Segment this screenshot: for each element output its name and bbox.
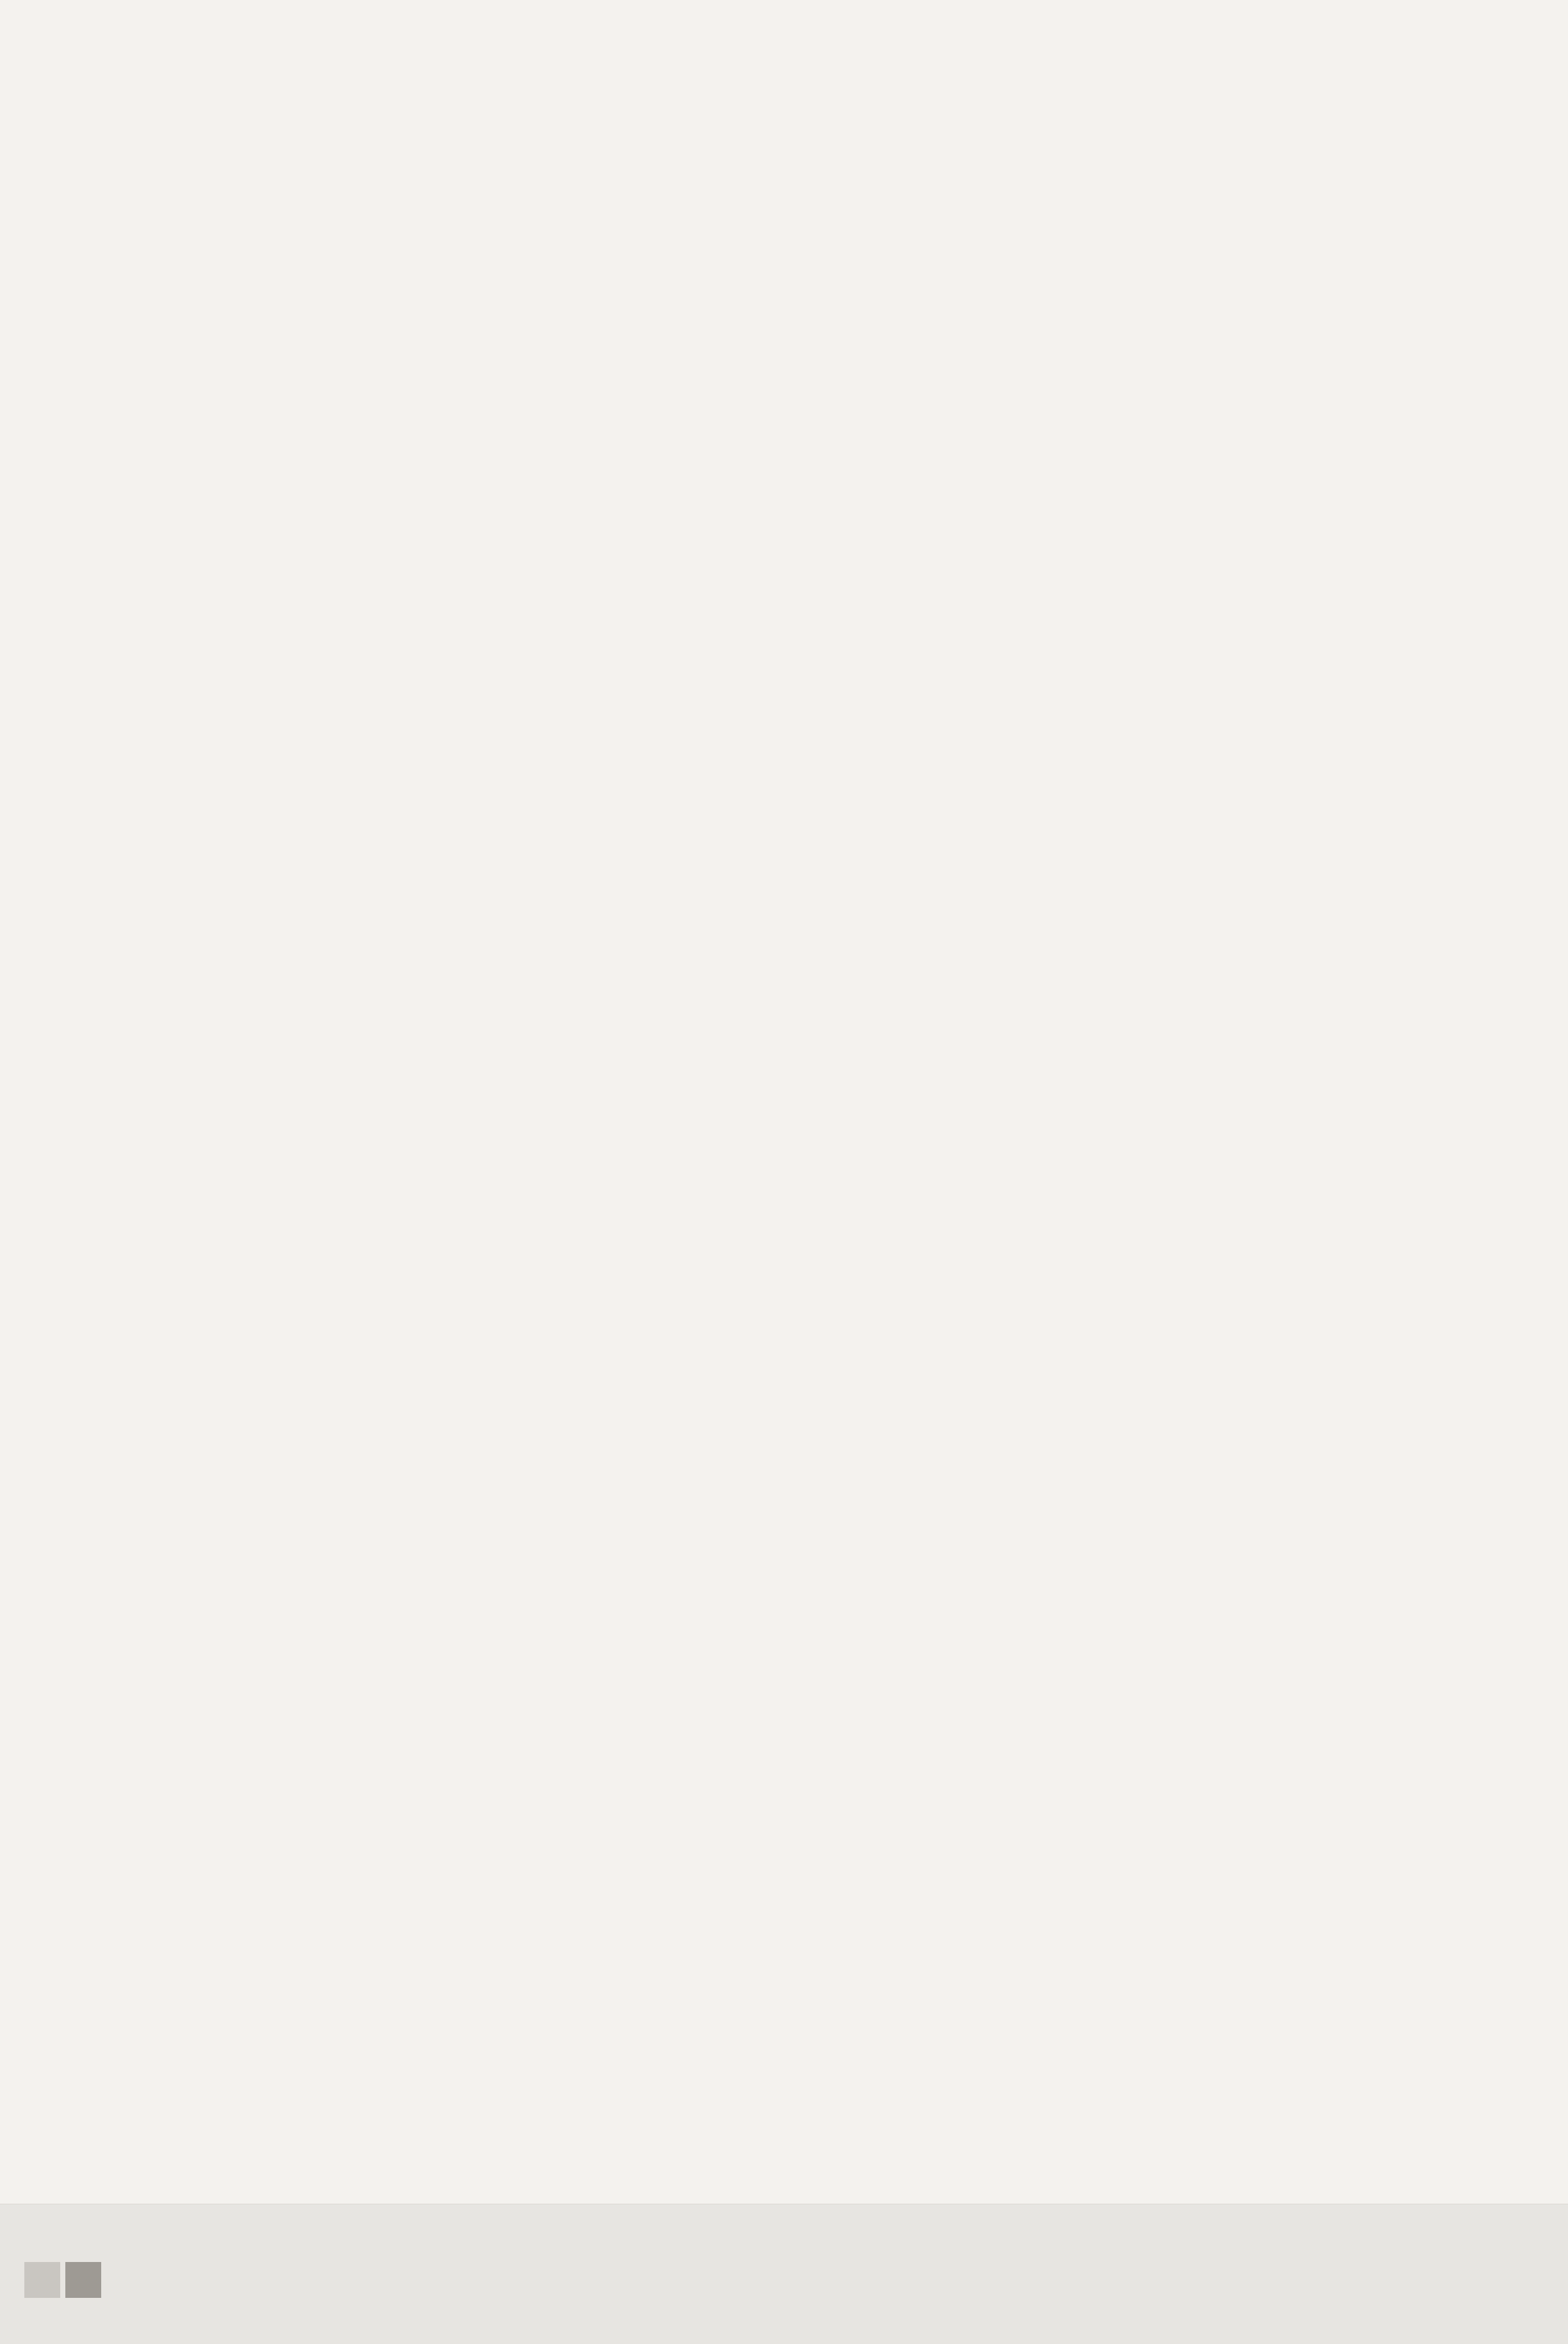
text-column-right <box>801 173 1476 2127</box>
footer-bar <box>0 2204 1568 2344</box>
text-column-left <box>82 173 758 2127</box>
university-logo-icon <box>19 2256 109 2307</box>
